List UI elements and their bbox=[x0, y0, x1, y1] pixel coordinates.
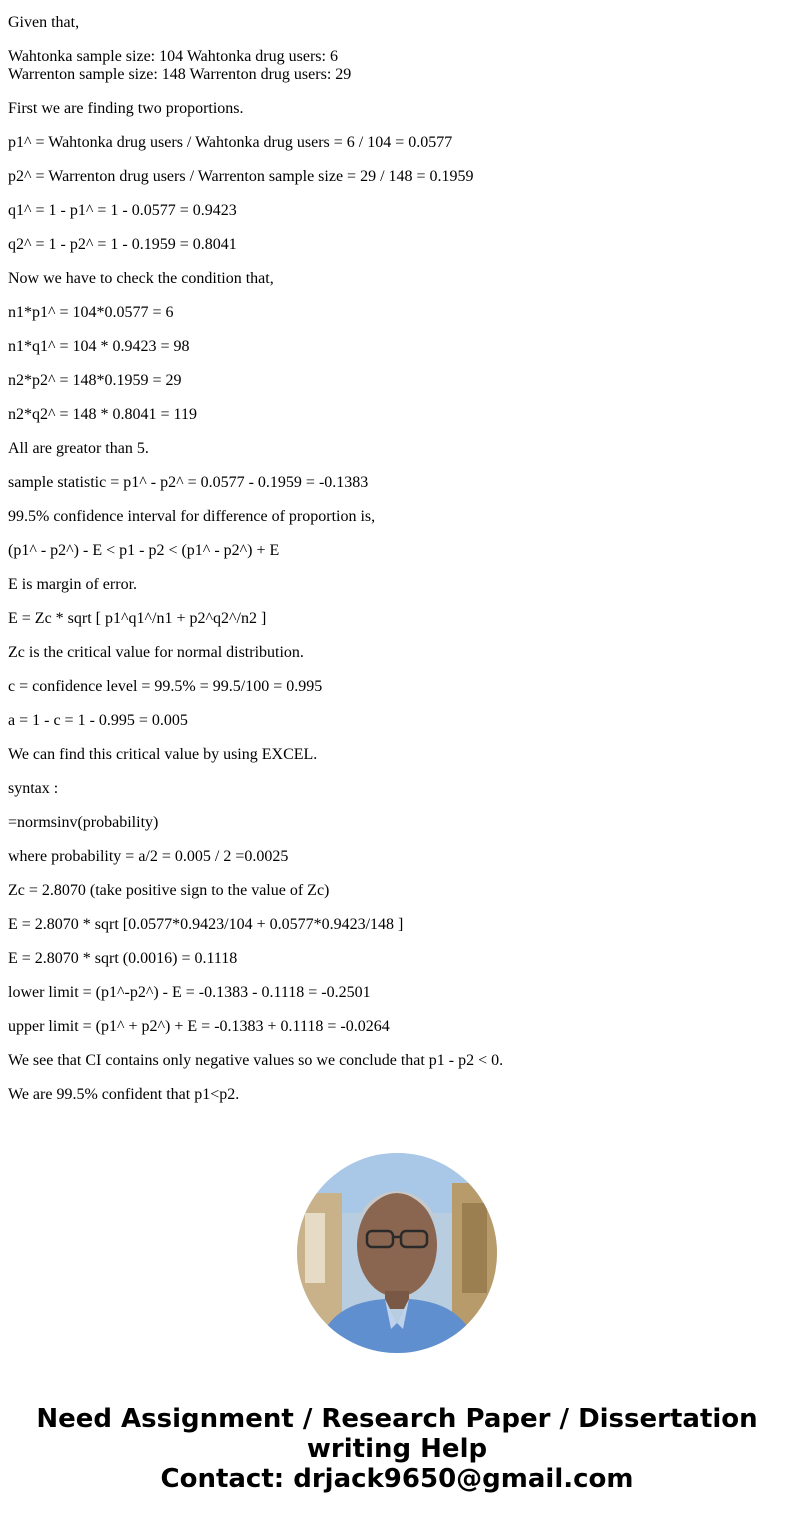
paragraph: q2^ = 1 - p2^ = 1 - 0.1959 = 0.8041 bbox=[8, 236, 237, 253]
paragraph: First we are finding two proportions. bbox=[8, 100, 244, 117]
paragraph: We are 99.5% confident that p1<p2. bbox=[8, 1086, 240, 1103]
contact-email: Contact: drjack9650@gmail.com bbox=[160, 1464, 634, 1494]
paragraph: upper limit = (p1^ + p2^) + E = -0.1383 + 0.1118 = -0.0264 bbox=[8, 1018, 390, 1035]
promo-line: writing Help bbox=[306, 1434, 488, 1464]
paragraph: c = confidence level = 99.5% = 99.5/100 = 0.995 bbox=[8, 678, 323, 695]
paragraph: n2*p2^ = 148*0.1959 = 29 bbox=[8, 372, 182, 389]
paragraph: (p1^ - p2^) - E < p1 - p2 < (p1^ - p2^) + E bbox=[8, 542, 280, 559]
paragraph: E is margin of error. bbox=[8, 576, 138, 593]
paragraph: lower limit = (p1^-p2^) - E = -0.1383 - 0.1118 = -0.2501 bbox=[8, 984, 371, 1001]
paragraph: n2*q2^ = 148 * 0.8041 = 119 bbox=[8, 406, 197, 423]
paragraph: sample statistic = p1^ - p2^ = 0.0577 - 0.1959 = -0.1383 bbox=[8, 474, 369, 491]
paragraph: All are greator than 5. bbox=[8, 440, 149, 457]
paragraph: p1^ = Wahtonka drug users / Wahtonka drug users = 6 / 104 = 0.0577 bbox=[8, 134, 453, 151]
paragraph: n1*p1^ = 104*0.0577 = 6 bbox=[8, 304, 174, 321]
paragraph: Zc = 2.8070 (take positive sign to the value of Zc) bbox=[8, 882, 330, 899]
promo-banner bbox=[0, 1404, 794, 1494]
paragraph: Now we have to check the condition that, bbox=[8, 270, 274, 287]
paragraph: n1*q1^ = 104 * 0.9423 = 98 bbox=[8, 338, 190, 355]
paragraph: 99.5% confidence interval for difference of proportion is, bbox=[8, 508, 376, 525]
paragraph: q1^ = 1 - p1^ = 1 - 0.0577 = 0.9423 bbox=[8, 202, 237, 219]
paragraph: E = 2.8070 * sqrt (0.0016) = 0.1118 bbox=[8, 950, 238, 967]
paragraph: where probability = a/2 = 0.005 / 2 =0.0025 bbox=[8, 848, 289, 865]
paragraph: p2^ = Warrenton drug users / Warrenton sample size = 29 / 148 = 0.1959 bbox=[8, 168, 474, 185]
paragraph: We can find this critical value by using EXCEL. bbox=[8, 746, 318, 763]
promo-line: Need Assignment / Research Paper / Dissertation bbox=[36, 1404, 758, 1434]
paragraph: Zc is the critical value for normal distribution. bbox=[8, 644, 304, 661]
paragraph: We see that CI contains only negative values so we conclude that p1 - p2 < 0. bbox=[8, 1052, 504, 1069]
avatar bbox=[297, 1153, 497, 1353]
paragraph: =normsinv(probability) bbox=[8, 814, 159, 831]
paragraph: Wahtonka sample size: 104 Wahtonka drug users: 6 Warrenton sample size: 148 Warrenton drug users: 29 bbox=[8, 48, 352, 83]
paragraph: syntax : bbox=[8, 780, 59, 797]
paragraph: E = Zc * sqrt [ p1^q1^/n1 + p2^q2^/n2 ] bbox=[8, 610, 267, 627]
paragraph: E = 2.8070 * sqrt [0.0577*0.9423/104 + 0.0577*0.9423/148 ] bbox=[8, 916, 404, 933]
person-portrait-icon bbox=[297, 1153, 497, 1353]
solution-text bbox=[8, 14, 786, 1120]
paragraph: Given that, bbox=[8, 14, 80, 31]
paragraph: a = 1 - c = 1 - 0.995 = 0.005 bbox=[8, 712, 188, 729]
